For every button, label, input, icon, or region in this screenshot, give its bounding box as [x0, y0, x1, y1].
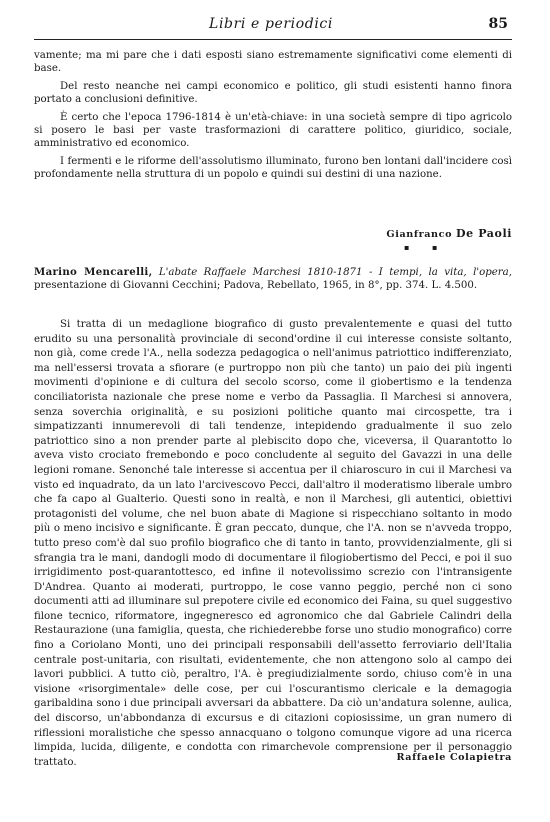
paragraph: I fermenti e le riforme dell'assolutismo illuminato, furono ben lontani dall'incidere così profondamente nella struttura di un popolo e quindi sui destini di una nazione.: [34, 155, 512, 181]
second-review-body: [34, 318, 512, 770]
page-number: 85: [488, 16, 508, 32]
reviewed-book-details: presentazione di Giovanni Cecchini; Padova, Rebellato, 1965, in 8°, pp. 374. L. 4.500.: [34, 280, 478, 292]
paragraph: È certo che l'epoca 1796-1814 è un'età-chiave: in una società sempre di tipo agricolo si posero le basi per vaste trasformazioni di carattere politico, giuridico, sociale, amministrativo ed economico.: [34, 111, 512, 150]
section-divider: ▪ ▪: [404, 243, 448, 252]
signature-last-name: De Paoli: [456, 227, 512, 240]
second-review-signature: Raffaele Colapietra: [396, 752, 512, 763]
first-review-body: [34, 49, 512, 182]
second-review-citation: [34, 266, 512, 293]
first-review-signature: [386, 227, 512, 240]
header-rule: [34, 39, 512, 40]
reviewed-book-author: Marino Mencarelli,: [34, 266, 153, 278]
paragraph: Si tratta di un medaglione biografico di gusto prevalentemente e quasi del tutto erudito su una personalità provinciale di second'ordine il cui interesse consiste soltanto, non già, come crede l'A., nella sodezza pedagogica o nell'animus patriottico indifferenziato, ma nell'essersi trovata a sfiorare (e purtroppo non più che tanto) un paio dei più ingenti movimenti d'opinione e di cultura del secolo scorso, come il giobertismo e la tendenza conciliatorista nazionale che prese nome e verbo da Passaglia. Il Marchesi si annovera, senza soverchia originalità, e su posizioni politiche quanto mai circospette, tra i simpatizzanti innumerevoli di tali tendenze, intepidendo gradualmente il suo zelo patriottico sino a non prender parte al plebiscito dopo che, viceversa, il Quarantotto lo aveva visto crociato fremebondo e poco concludente al seguito del Gavazzi in una delle legioni romane. Senonché tale interesse si accentua per il chiaroscuro in cui il Marchesi va visto ed inquadrato, da un lato l'arcivescovo Pecci, dall'altro il moderatismo liberale umbro che fa capo al Gualterio. Questi sono in realtà, e non il Marchesi, gli autentici, obiettivi protagonisti del volume, che nel buon abate di Magione si rispecchiano soltanto in modo più o meno incisivo e significante. È gran peccato, dunque, che l'A. non se n'avveda troppo, tutto preso com'è dal suo profilo biografico che di tanto in tanto, provvidenzialmente, gli si sfrangia tra le mani, dandogli modo di documentare il filogiobertismo del Pecci, e poi il suo irrigidimento post-quarantottesco, ed infine il notevolissimo screzio con l'intransigente D'Andrea. Quanto ai moderati, purtroppo, le cose vanno peggio, perché non ci sono documenti atti ad illuminare sul prepotere civile ed economico dei Faina, su quel suggestivo filone tecnico, riformatore, ingegneresco ed agronomico che dal Gabriele Calindri della Restaurazione (una famiglia, questa, che richiederebbe forse uno studio monografico) corre fino a Coriolano Monti, uno dei principali responsabili dell'assetto ferroviario dell'Italia centrale post-unitaria, con risultati, evidentemente, che non attengono solo al campo dei lavori pubblici. A tutto ciò, peraltro, l'A. è pregiudizialmente sordo, chiuso com'è in una visione «risorgimentale» delle cose, per cui l'oscurantismo clericale e la demagogia garibaldina sono i due principali avversari da abbattere. Da ciò un'andatura solenne, aulica, del discorso, un'abbondanza di excursus e di citazioni copiosissime, un gran numero di riflessioni moralistiche che spesso annacquano o tolgono comunque vigore ad una ricerca limpida, lucida, diligente, e condotta con rimarchevole comprensione per il personaggio trattato.: [34, 319, 512, 768]
signature-first-name: Gianfranco: [386, 229, 453, 240]
running-header: [34, 16, 508, 38]
running-title: Libri e periodici: [209, 16, 333, 32]
paragraph: Del resto neanche nei campi economico e politico, gli studi esistenti hanno finora portato a conclusioni definitive.: [34, 80, 512, 106]
paragraph: vamente; ma mi pare che i dati esposti siano estremamente significativi come elementi di base.: [34, 50, 512, 75]
reviewed-book-title: L'abate Raffaele Marchesi 1810-1871 - I tempi, la vita, l'opera,: [158, 267, 512, 278]
